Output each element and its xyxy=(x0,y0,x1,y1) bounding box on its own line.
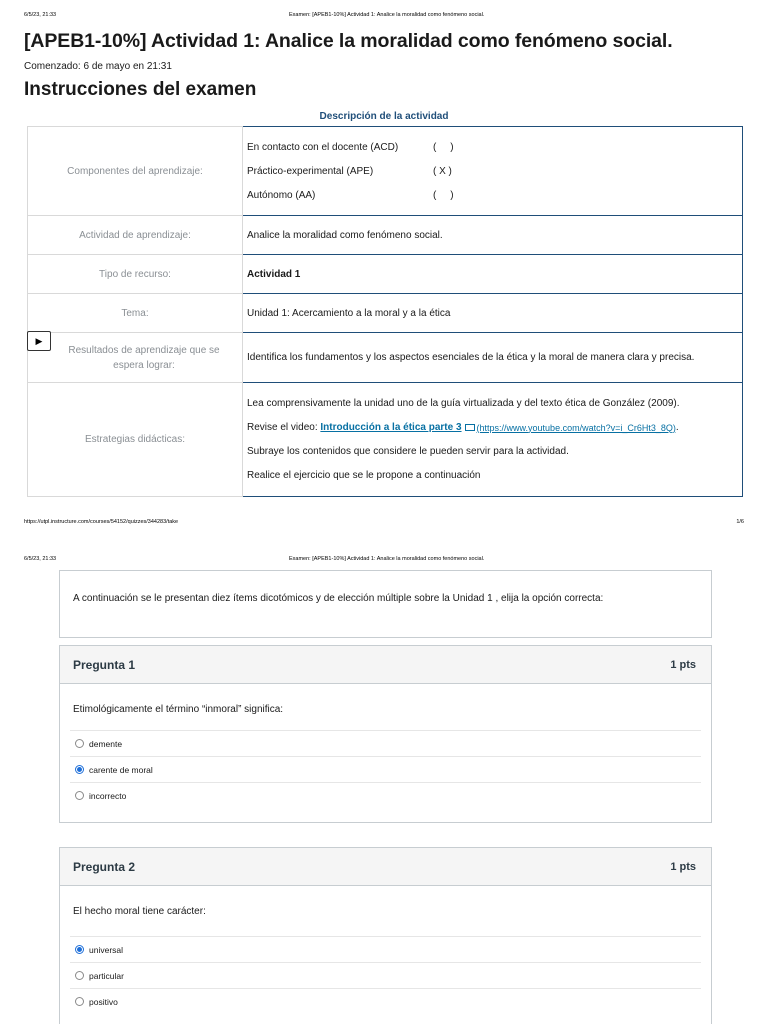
answer-option[interactable]: particular xyxy=(70,962,701,988)
row-value: Analice la moralidad como fenómeno social. xyxy=(243,216,743,255)
play-button[interactable] xyxy=(27,331,51,351)
quiz-title: [APEB1-10%] Actividad 1: Analice la moralidad como fenómeno social. xyxy=(24,30,673,52)
quiz-intro: A continuación se le presentan diez ítems dicotómicos y de elección múltiple sobre la Unidad 1 , elija la opción correcta: xyxy=(59,570,712,638)
question-text: Etimológicamente el término “inmoral” significa: xyxy=(73,704,284,715)
print-url: https://utpl.instructure.com/courses/54152/quizzes/344283/take xyxy=(24,519,179,525)
print-header-page-2 xyxy=(24,556,744,566)
print-date: 6/5/23, 21:33 xyxy=(24,12,57,18)
table-row xyxy=(28,255,743,294)
print-footer xyxy=(24,519,744,529)
row-value: Identifica los fundamentos y los aspectos esenciales de la ética y la moral de manera clara y precisa. xyxy=(243,333,743,383)
answer-option[interactable]: universal xyxy=(70,936,701,962)
radio-button-selected[interactable] xyxy=(75,945,84,954)
print-title: Examen: [APEB1-10%] Actividad 1: Analice la moralidad como fenómeno social. xyxy=(289,12,485,18)
question-points: 1 pts xyxy=(670,860,696,873)
instructions-heading: Instrucciones del examen xyxy=(24,79,257,100)
table-row xyxy=(28,333,743,383)
row-label: Tema: xyxy=(28,294,243,333)
answer-option[interactable]: carente de moral xyxy=(70,756,701,782)
play-icon: ▶ xyxy=(35,335,43,346)
table-row xyxy=(28,294,743,333)
answer-option[interactable]: incorrecto xyxy=(70,782,701,808)
question-header xyxy=(60,646,711,684)
question-title: Pregunta 2 xyxy=(73,859,136,874)
external-link-icon xyxy=(465,424,475,431)
table-row xyxy=(28,216,743,255)
question-text: El hecho moral tiene carácter: xyxy=(73,906,206,917)
answer-list xyxy=(70,730,701,808)
component-line: En contacto con el docente (ACD) ( ) xyxy=(247,141,454,153)
answer-list xyxy=(70,936,701,1014)
row-label: Estrategias didácticas: xyxy=(28,383,243,497)
radio-button[interactable] xyxy=(75,791,84,800)
print-title: Examen: [APEB1-10%] Actividad 1: Analice la moralidad como fenómeno social. xyxy=(289,556,485,562)
components-cell xyxy=(243,127,743,216)
strategies-cell: Lea comprensivamente la unidad uno de la guía virtualizada y del texto ética de González (2009). Revise el video: Introducción a la ética parte 3 (https://www.youtube.com/watch?v=i_Cr6Ht3_8Q) . Subraye los contenidos que considere le pueden servir para la actividad. Realice el ejercicio que se le propone a continuación xyxy=(243,383,743,497)
question-title: Pregunta 1 xyxy=(73,657,136,672)
activity-description-table xyxy=(27,126,743,497)
radio-button-selected[interactable] xyxy=(75,765,84,774)
question-points: 1 pts xyxy=(670,658,696,671)
radio-button[interactable] xyxy=(75,971,84,980)
row-value: Actividad 1 xyxy=(243,255,743,294)
answer-option[interactable]: positivo xyxy=(70,988,701,1014)
video-link[interactable]: Introducción a la ética parte 3 xyxy=(320,422,462,433)
quiz-started-at: Comenzado: 6 de mayo en 21:31 xyxy=(24,61,172,72)
row-label: Resultados de aprendizaje que se espera lograr: xyxy=(28,333,243,383)
video-url-link[interactable]: (https://www.youtube.com/watch?v=i_Cr6Ht3_8Q) xyxy=(476,422,676,433)
print-date: 6/5/23, 21:33 xyxy=(24,556,57,562)
table-row xyxy=(28,383,743,497)
row-label: Componentes del aprendizaje: xyxy=(28,127,243,216)
row-label: Actividad de aprendizaje: xyxy=(28,216,243,255)
radio-button[interactable] xyxy=(75,997,84,1006)
answer-option[interactable]: demente xyxy=(70,730,701,756)
question-2 xyxy=(59,847,712,1024)
row-label: Tipo de recurso: xyxy=(28,255,243,294)
table-caption: Descripción de la actividad xyxy=(319,111,449,122)
row-value: Unidad 1: Acercamiento a la moral y a la ética xyxy=(243,294,743,333)
table-row xyxy=(28,127,743,216)
print-header xyxy=(24,12,744,22)
question-header xyxy=(60,848,711,886)
radio-button[interactable] xyxy=(75,739,84,748)
question-1 xyxy=(59,645,712,823)
page-number: 1/6 xyxy=(736,519,744,525)
component-line: Autónomo (AA) ( ) xyxy=(247,189,454,201)
component-line: Práctico-experimental (APE) ( X ) xyxy=(247,165,452,177)
